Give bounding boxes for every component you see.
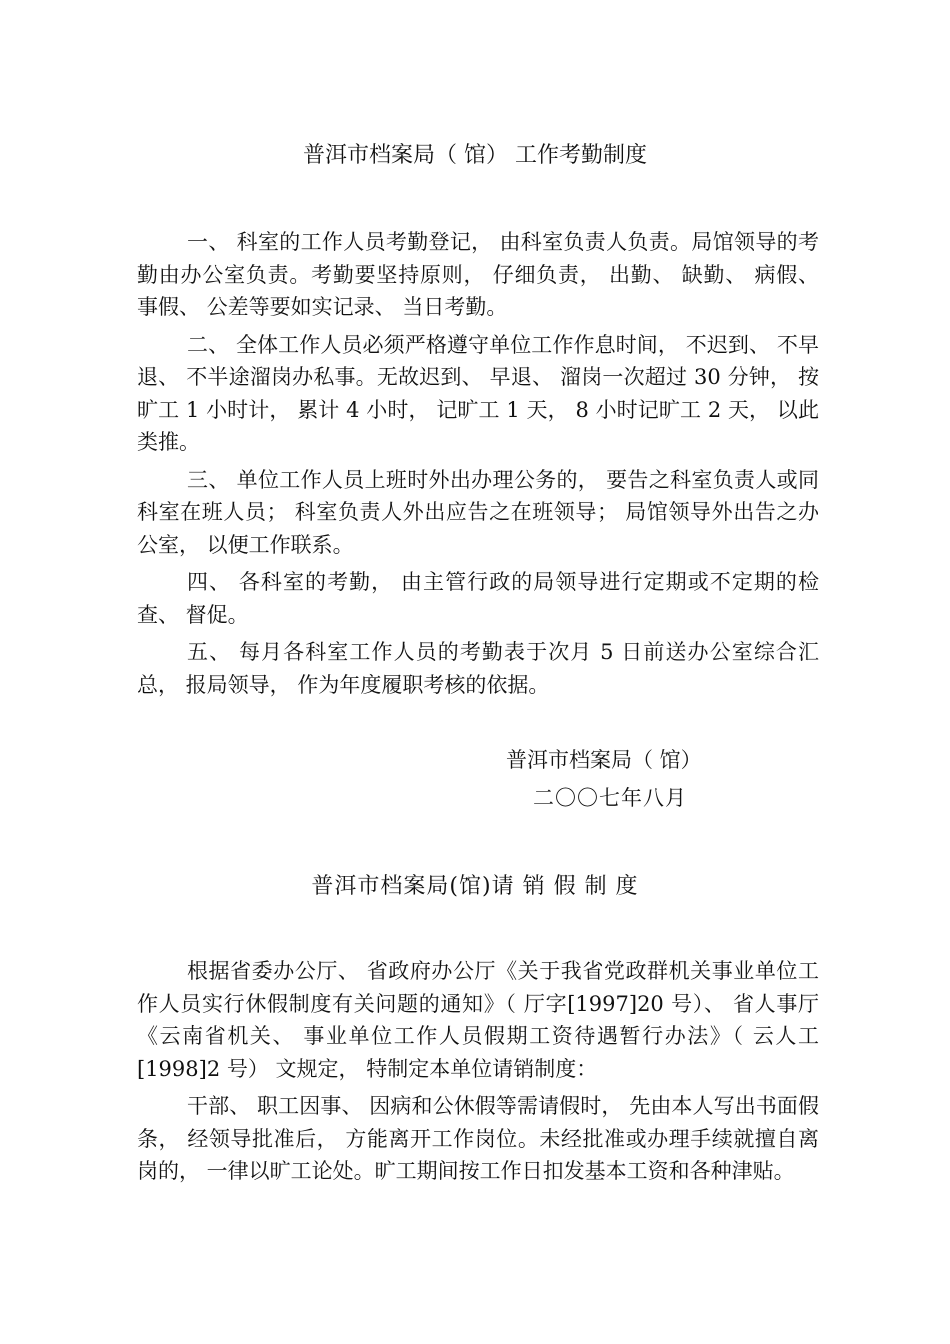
leave-policy-body	[137, 955, 819, 1193]
attendance-clause-1: 一、 科室的工作人员考勤登记， 由科室负责人负责。局馆领导的考勤由办公室负责。考勤要坚持原则， 仔细负责， 出勤、 缺勤、 病假、 事假、 公差等要如实记录、 当日考勤。	[137, 230, 819, 319]
attendance-clause-2: 二、 全体工作人员必须严格遵守单位工作作息时间， 不迟到、 不早退、 不半途溜岗办私事。无故迟到、 早退、 溜岗一次超过 30 分钟， 按旷工 1 小时计， 累计 4 小时， 记旷工 1 天， 8 小时记旷工 2 天， 以此类推。	[137, 332, 819, 454]
signature-date: 二〇〇七年八月	[533, 786, 687, 810]
attendance-policy-title: 普洱市档案局（ 馆） 工作考勤制度	[303, 143, 647, 168]
leave-policy-title: 普洱市档案局(馆)请 销 假 制 度	[311, 874, 639, 899]
attendance-clause-5: 五、 每月各科室工作人员的考勤表于次月 5 日前送办公室综合汇总， 报局领导， 作为年度履职考核的依据。	[137, 640, 819, 697]
attendance-clause-3: 三、 单位工作人员上班时外出办理公务的， 要告之科室负责人或同科室在班人员； 科室负责人外出应告之在班领导； 局馆领导外出告之办公室， 以便工作联系。	[137, 467, 819, 557]
attendance-clause-4: 四、 各科室的考勤， 由主管行政的局领导进行定期或不定期的检查、 督促。	[137, 570, 819, 627]
signature-organization: 普洱市档案局（ 馆）	[506, 748, 702, 772]
leave-policy-preamble: 根据省委办公厅、 省政府办公厅《关于我省党政群机关事业单位工作人员实行休假制度有关问题的通知》（ 厅字[1997]20 号）、 省人事厅《云南省机关、 事业单位工作人员假期工资待遇暂行办法》（ 云人工[1998]2 号） 文规定， 特制定本单位请销制度：	[137, 959, 819, 1081]
attendance-policy-body	[137, 226, 819, 706]
leave-policy-clause-1: 干部、 职工因事、 因病和公休假等需请假时， 先由本人写出书面假条， 经领导批准后， 方能离开工作岗位。未经批准或办理手续就擅自离岗的， 一律以旷工论处。旷工期间按工作日扣发基本工资和各种津贴。	[137, 1094, 819, 1183]
